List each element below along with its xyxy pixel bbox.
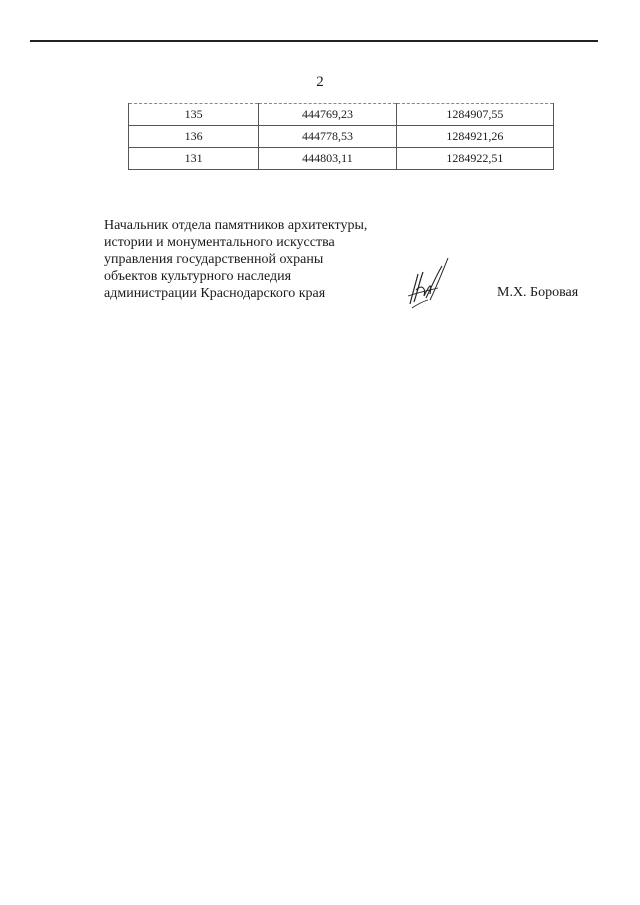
page-number: 2	[316, 74, 324, 90]
point-number-cell: 135	[129, 104, 259, 126]
signatory-title-line: управления государственной охраны	[104, 252, 324, 267]
signatory-title-line: администрации Краснодарского края	[104, 286, 326, 301]
table-row	[129, 148, 554, 170]
signer-name: М.Х. Боровая	[497, 285, 579, 300]
signatory-title	[104, 217, 367, 302]
coordinates-table	[128, 103, 554, 170]
header-rule	[30, 40, 598, 42]
table-row	[129, 126, 554, 148]
x-coordinate-cell: 444769,23	[259, 104, 396, 126]
signatory-title-line: объектов культурного наследия	[104, 269, 292, 284]
signatory-title-line: истории и монументального искусства	[104, 235, 335, 250]
y-coordinate-cell: 1284922,51	[396, 148, 553, 170]
y-coordinate-cell: 1284921,26	[396, 126, 553, 148]
x-coordinate-cell: 444803,11	[259, 148, 396, 170]
table-row	[129, 104, 554, 126]
handwritten-signature-icon	[404, 254, 456, 310]
x-coordinate-cell: 444778,53	[259, 126, 396, 148]
signatory-title-line: Начальник отдела памятников архитектуры,	[104, 218, 368, 233]
point-number-cell: 131	[129, 148, 259, 170]
point-number-cell: 136	[129, 126, 259, 148]
y-coordinate-cell: 1284907,55	[396, 104, 553, 126]
